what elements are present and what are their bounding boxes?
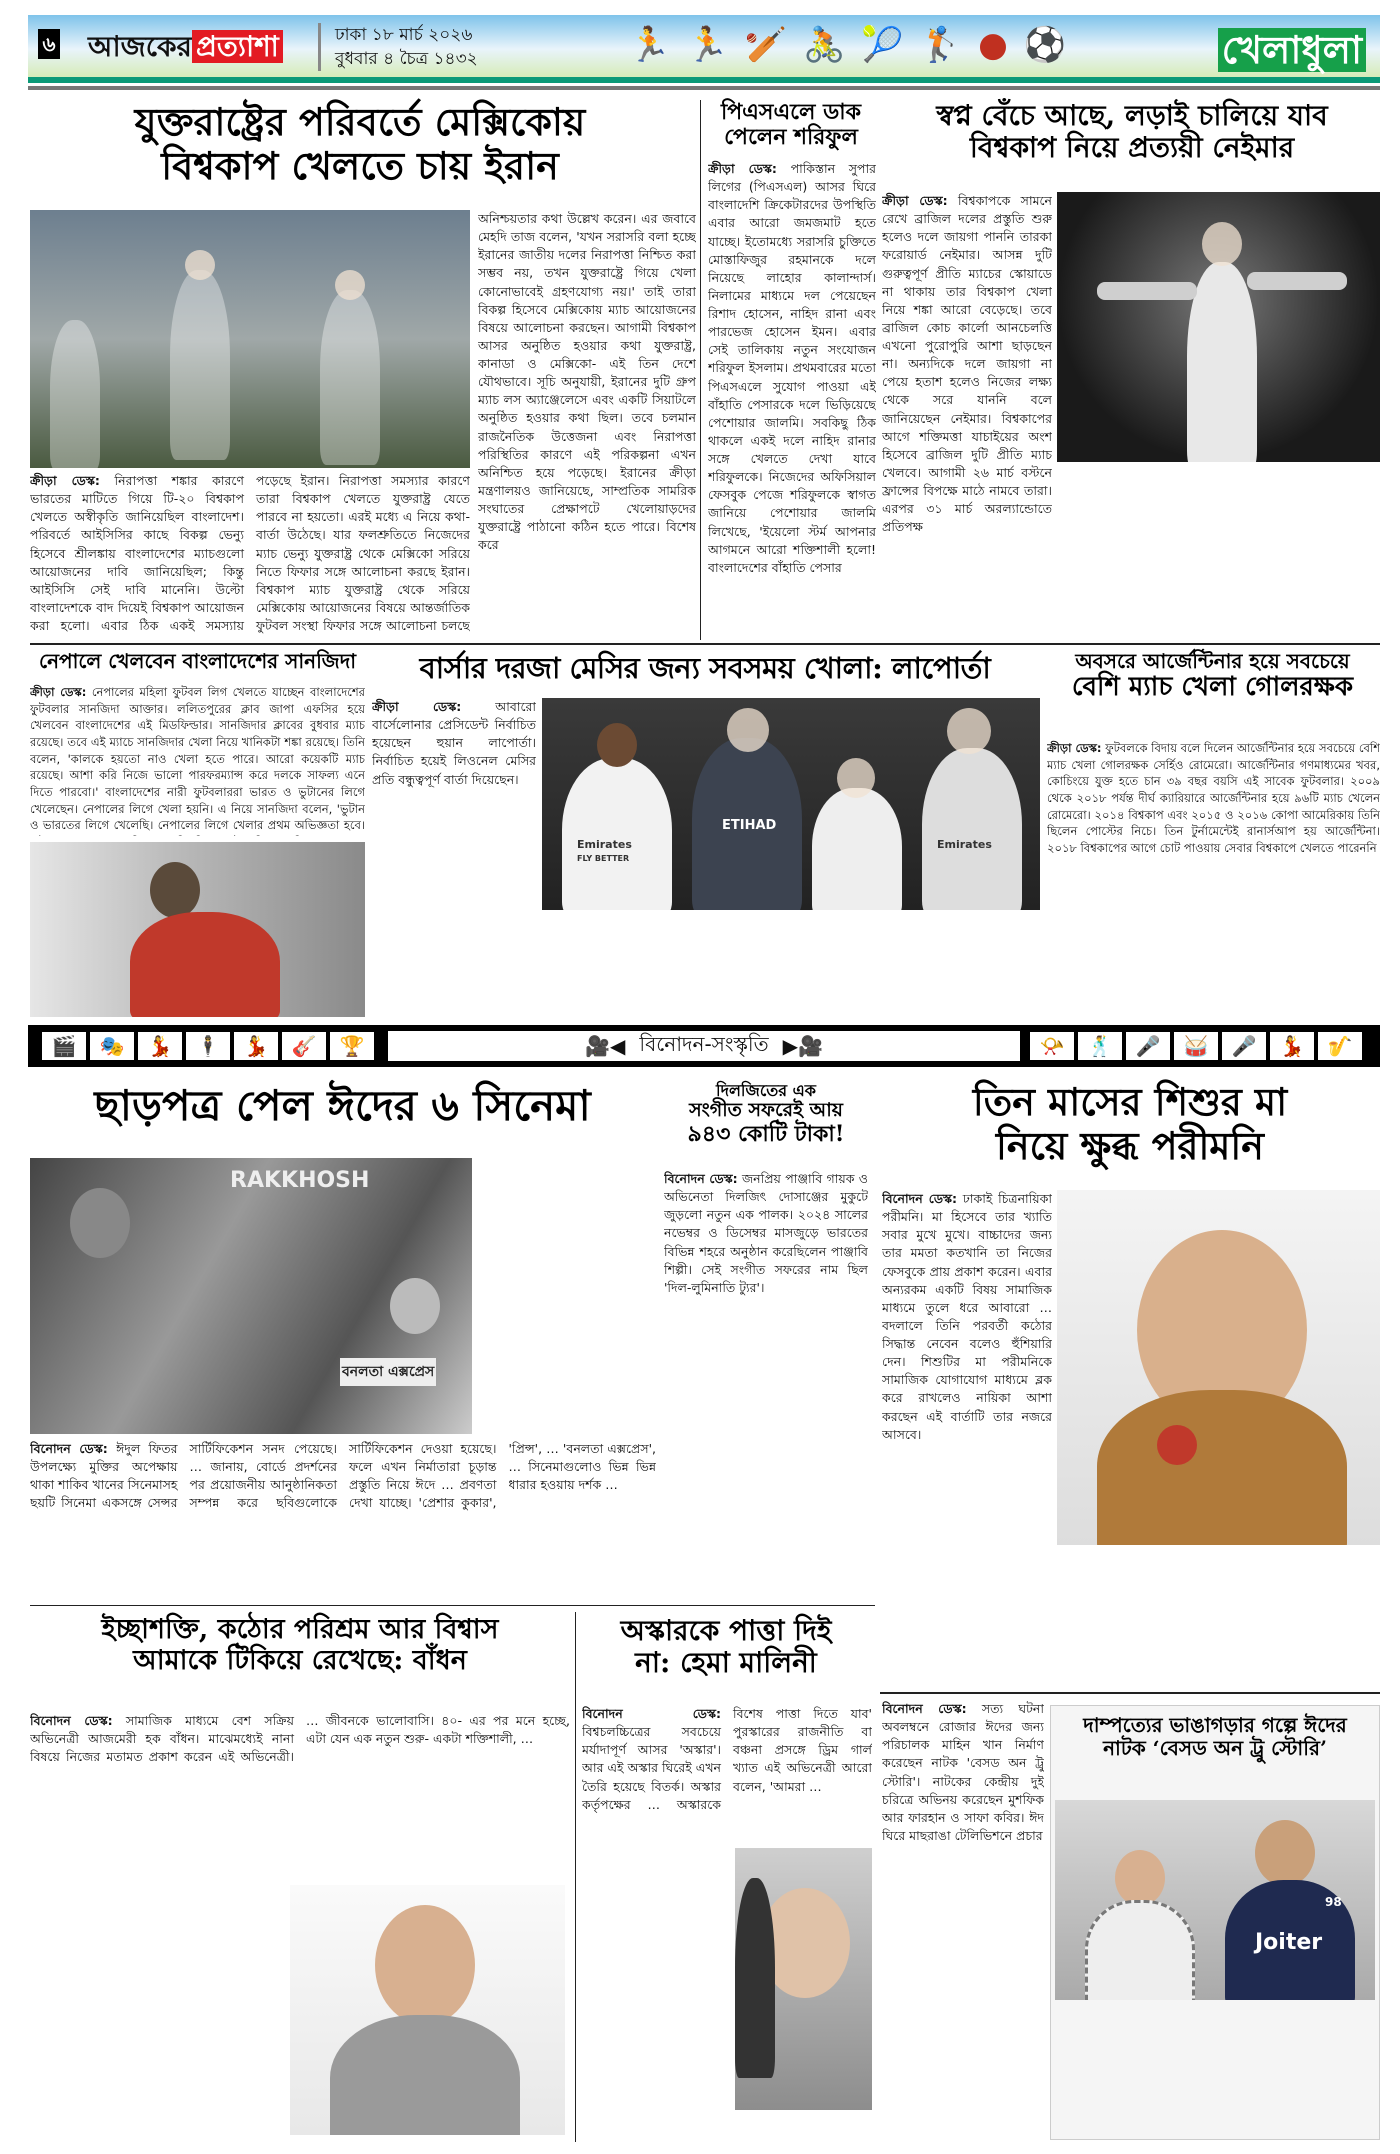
cricket-ball-icon: ● (978, 25, 1008, 65)
dancer-icon: 💃 (234, 1032, 278, 1060)
date-bangla: বুধবার ৪ চৈত্র ১৪৩২ (335, 49, 478, 69)
headline-hema (580, 1615, 872, 1679)
column-rule (700, 100, 701, 640)
headline-neymar (882, 100, 1382, 164)
body-text: পাকিস্তান সুপার লিগের (পিএসএল) আসর ঘিরে বাংলাদেশি ক্রিকেটারদের উপস্থিতি এবার আরো জমজমাট হতে যাচ্ছে। ইতোমধ্যে সরাসরি চুক্তিতে মোস্তাফিজুর রহমানকে দলে নিয়েছে লাহোর কালান্দার্স। নিলামের মাধ্যমে দল পেয়েছেন রিশাদ হোসেন, নাহিদ রানা এবং পারভেজ হোসেন ইমন। এবার সেই তালিকায় নতুন সংযোজন শরিফুল ইসলাম। প্রথমবারের মতো পিএসএলে সুযোগ পাওয়া এই বাঁহাতি পেসারকে দলে ভিড়িয়েছে পেশোয়ার জালমি। সবকিছু ঠিক থাকলে একই দলে নাহিদ রানার সঙ্গে খেলতে দেখা যাবে শরিফুলকে। নিজেদের অফিসিয়াল ফেসবুক পেজে শরিফুলকে স্বাগত জানিয়ে পেশোয়ার জালমি লিখেছে, 'ইয়েলো স্টর্ম আপনার আগমনে আরো শক্তিশালী হলো! বাংলাদেশের বাঁহাতি পেসার (708, 161, 876, 575)
poster-title: RAKKHOSH (230, 1168, 370, 1193)
headline-line: দিলজিতের এক (716, 1081, 816, 1100)
entertainment-section-banner (28, 1025, 1380, 1067)
body-text: সামাজিক মাধ্যমে বেশ সক্রিয় অভিনেত্রী আজমেরী হক বাঁধন। মাঝেমধ্যেই নানা বিষয়ে নিজের মতামত প্রকাশ করেন এই অভিনেত্রী। … জীবনকে ভালোবাসি। ৪০- এর পর মনে হচ্ছে, এটা যেন এক নতুন শুরু- একটা শক্তিশালী, … (30, 1713, 570, 1765)
desk-label: ক্রীড়া ডেস্ক: (30, 685, 87, 699)
article-laporta-body (372, 698, 536, 1016)
desk-label: বিনোদন ডেস্ক: (664, 1171, 738, 1186)
poster-title: বনলতা এক্সপ্রেস (340, 1358, 436, 1386)
section-rule (30, 1605, 875, 1606)
body-text: নেপালের মহিলা ফুটবল লিগ খেলতে যাচ্ছেন বাংলাদেশের ফুটবলার সানজিদা আক্তার। ললিতপুরের ক্লাব জাপা এফসির হয়ে খেলবেন বাংলাদেশের এই মিডফিল্ডার। সানজিদার ক্লাবের বুধবার ম্যাচ রয়েছে। তবে এই ম্যাচে সানজিদার খেলা নিয়ে খানিকটা শঙ্কা রয়েছে। তিনি বলেন, 'কালকে হয়তো নাও খেলা হতে পারে। আরো কয়েকটি ম্যাচ রয়েছে। আশা করি নিজে ভালো পারফরম্যান্স করে দলকে সাফল্য এনে দিতে পারবো।' বাংলাদেশের নারী ফুটবলাররা ভারত ও ভুটানের লিগে খেলেছেন। নেপালের লিগে খেলা হয়নি। এ নিয়ে সানজিদা বলেন, 'ভুটান ও ভারতের লিগে খেলেছি। নেপালের লিগে খেলার প্রথম অভিজ্ঞতা হবে। (30, 685, 365, 833)
headline-line: যুক্তরাষ্ট্রের পরিবর্তে মেক্সিকোয় (134, 99, 586, 144)
shirt-text: Joiter (1255, 1930, 1323, 1955)
tennis-icon: 🎾 (861, 25, 904, 65)
page-number: ৬ (38, 29, 60, 59)
body-text: ফুটবলকে বিদায় বলে দিলেন আর্জেন্টিনার হয়ে সবচেয়ে বেশি ম্যাচ খেলা গোলরক্ষক সের্হিও রোমেরো। আর্জেন্টিনার গণমাধ্যমের খবর, কোচিংয়ে যুক্ত হতে চান ৩৯ বছর বয়সি এই সাবেক ফুটবলার। ২০০৯ থেকে ২০১৮ পর্যন্ত দীর্ঘ ক্যারিয়ারে আর্জেন্টিনার হয়ে ৯৬টি ম্যাচ খেলেন রোমেরো। ২০১৪ বিশ্বকাপ এবং ২০১৫ ও ২০১৬ কোপা আমেরিকায় তিনি ছিলেন পোস্টের নিচে। তিন টুর্নামেন্টেই রানার্সআপ হয় আর্জেন্টিনা। ২০১৮ বিশ্বকাপের আগে চোট পাওয়ায় সেবার বিশ্বকাপে খেলতে পারেননি (1047, 741, 1380, 856)
article-natok-body (882, 1700, 1044, 2140)
article-badhon-body (30, 1712, 570, 1882)
desk-label: বিনোদন ডেস্ক: (30, 1441, 108, 1456)
headline-natok (1052, 1714, 1378, 1760)
headline-line: ৯৪৩ কোটি টাকা! (687, 1121, 845, 1148)
running-icon: 🏃 (686, 25, 729, 65)
headline-line: দাম্পত্যের ভাঙাগড়ার গল্পে ঈদের (1083, 1713, 1347, 1737)
article-romero-body (1047, 740, 1380, 1017)
running-icon: 🏃 (628, 25, 671, 65)
singer-icon: 🎤 (1126, 1032, 1170, 1060)
shirt-text: Emirates (577, 838, 632, 851)
dancer-icon: 🕺 (1078, 1032, 1122, 1060)
headline-badhon (30, 1614, 570, 1676)
desk-label: বিনোদন ডেস্ক: (882, 1701, 967, 1716)
section-title-text: খেলাধুলা (1218, 28, 1366, 72)
body-text: ঈদুল ফিতর উপলক্ষ্যে মুক্তির অপেক্ষায় থাকা শাকিব খানের সিনেমাসহ ছয়টি সিনেমা একসঙ্গে সেন্সর সার্টিফিকেশন সনদ পেয়েছে। … জানায়, বোর্ডে প্রদর্শনের পর প্রয়োজনীয় আনুষ্ঠানিকতা সম্পন্ন করে ছবিগুলোকে সার্টিফিকেশন দেওয়া হয়েছে। ফলে এখন নির্মাতারা চূড়ান্ত প্রস্তুতি নিয়ে ঈদে … প্রবণতা দেখা যাচ্ছে। 'প্রেশার কুকার', 'প্রিন্স', … 'বনলতা এক্সপ্রেস', … সিনেমাগুলোও ভিন্ন ভিন্ন ধারার হওয়ায় দর্শক … (30, 1441, 656, 1511)
article-cinema-body (30, 1440, 656, 1595)
article-iran-body-continued: অনিশ্চয়তার কথা উল্লেখ করেন। এর জবাবে মেহদি তাজ বলেন, 'যখন সরাসরি বলা হচ্ছে ইরানের জাতীয় দলের নিরাপত্তা নিশ্চিত করা সম্ভব নয়, তখন যুক্তরাষ্ট্রে গিয়ে খেলা কোনোভাবেই গ্রহণযোগ্য নয়।' তাই তারা বিকল্প হিসেবে মেক্সিকোয় ম্যাচ আয়োজনের বিষয়ে আলোচনা করছেন। আগামী বিশ্বকাপ আসর অনুষ্ঠিত হওয়ার কথা যুক্তরাষ্ট্র, কানাডা ও মেক্সিকো- এই তিন দেশে যৌথভাবে। সূচি অনুযায়ী, ইরানের দুটি গ্রুপ ম্যাচ লস অ্যাঞ্জেলেসে এবং একটি সিয়াটলে অনুষ্ঠিত হওয়ার কথা ছিল। তবে চলমান রাজনৈতিক উত্তেজনা এবং নিরাপত্তা পরিস্থিতির কারণে এই পরিকল্পনা এখন অনিশ্চিত হয়ে পড়েছে। ইরানের ক্রীড়া মন্ত্রণালয়ও জানিয়েছে, সাম্প্রতিক সামরিক সংঘাতের প্রেক্ষাপটে খেলোয়াড়দের যুক্তরাষ্ট্রে পাঠানো কঠিন হতে পারে। বিশেষ করে (478, 211, 696, 553)
desk-label: ক্রীড়া ডেস্ক: (708, 161, 777, 176)
award-statue-icon: 🏆 (330, 1032, 374, 1060)
body-text: ঢাকাই চিত্রনায়িকা পরীমনি। মা হিসেবে তার খ্যাতি সবার মুখে মুখে। বাচ্চাদের জন্য তার মমতা কতখানি তা নিজের ফেসবুকে প্রায় প্রকাশ করেন। এবার অন্যরকম একটি বিষয় সামাজিক মাধ্যমে তুলে ধরে আবারো … বদলালে তিনি পরবর্তী কঠোর সিদ্ধান্ত নেবেন বলেও হুঁশিয়ারি দেন। শিশুটির মা পরীমনিকে সামাজিক যোগাযোগ মাধ্যমে ব্লক করে রাখলেও নায়িকা আশা করছেন এই বার্তাটি তার নজরে আসবে। (882, 1191, 1052, 1442)
logo-text: আজকের (88, 30, 192, 63)
body-text: সত্য ঘটনা অবলম্বনে রোজার ঈদের জন্য পরিচালক মাহিন খান নির্মাণ করেছেন নাটক 'বেসড অন ট্রু স্টোরি'। নাটকের কেন্দ্রীয় দুই চরিত্রে অভিনয় করেছেন মুশফিক আর ফারহান ও সাফা কবির। ঈদ ঘিরে মাছরাঙা টেলিভিশনে প্রচার (882, 1701, 1044, 1843)
shirt-text: Emirates (937, 838, 992, 851)
dancer-icon: 💃 (138, 1032, 182, 1060)
desk-label: ক্রীড়া ডেস্ক: (372, 699, 462, 714)
singer-icon: 🕴 (186, 1032, 230, 1060)
headline-line: আমাকে টিকিয়ে রেখেছে: বাঁধন (133, 1645, 467, 1677)
headline-sanjida: নেপালে খেলবেন বাংলাদেশের সানজিদা (38, 649, 357, 673)
headline-line: ইচ্ছাশক্তি, কঠোর পরিশ্রম আর বিশ্বাস (101, 1614, 499, 1645)
shirt-text-slogan: FLY BETTER (577, 854, 630, 863)
headline-line: না: হেমা মালিনী (635, 1646, 817, 1680)
logo-text-red: প্রত্যাশা (192, 30, 283, 63)
headline-line: পিএসএলে ডাক (720, 99, 862, 125)
article-diljit-body (664, 1170, 868, 1595)
banner-title: বিনোদন-সংস্কৃতি (639, 1031, 769, 1056)
photo-iran-players (30, 210, 470, 468)
singer-icon: 🎤 (1222, 1032, 1266, 1060)
headline-line: অবসরে আর্জেন্টিনার হয়ে সবচেয়ে (1075, 649, 1350, 673)
dancer-icon: 💃 (1270, 1032, 1314, 1060)
photo-porimoni (1057, 1190, 1380, 1545)
dateline (318, 23, 478, 71)
headline-line: বিশ্বকাপ খেলতে চায় ইরান (161, 142, 559, 188)
guitarist-icon: 🎸 (282, 1032, 326, 1060)
football-icon: ⚽ (1023, 25, 1067, 65)
headline-line: স্বপ্ন বেঁচে আছে, লড়াই চালিয়ে যাব (936, 99, 1328, 132)
article-iran-body (30, 472, 470, 640)
gramophone-icon: 📯 (1030, 1032, 1074, 1060)
article-neymar-body (882, 192, 1052, 640)
divider (28, 86, 1380, 90)
cycling-icon: 🚴 (803, 25, 846, 65)
headline-porimoni (880, 1080, 1380, 1167)
headline-diljit (662, 1082, 870, 1148)
golf-icon: 🏌 (919, 25, 963, 65)
desk-label: ক্রীড়া ডেস্ক: (1047, 741, 1102, 755)
headline-romero (1045, 650, 1380, 703)
masthead (28, 15, 1380, 83)
headline-iran (30, 100, 690, 187)
headline-line: বেশি ম্যাচ খেলা গোলরক্ষক (1071, 672, 1354, 702)
headline-psl (705, 100, 877, 151)
body-text: বিশ্বকাপকে সামনে রেখে ব্রাজিল দলের প্রস্তুতি শুরু হলেও দলে জায়গা পাননি তারকা ফরোয়ার্ড নেইমার। আসন্ন দুটি গুরুত্বপূর্ণ প্রীতি ম্যাচের স্কোয়াডে না থাকায় তার বিশ্বকাপ খেলা নিয়ে শঙ্কা আরো বেড়েছে। তবে ব্রাজিল কোচ কার্লো আনচেলত্তি এখনো পুরোপুরি আশা ছাড়ছেন না। অন্যদিকে দলে জায়গা না পেয়ে হতাশ হলেও নিজের লক্ষ্য থেকে সরে যাননি বলে জানিয়েছেন নেইমার। বিশ্বকাপের আগে শক্তিমত্তা যাচাইয়ের অংশ হিসেবে ব্রাজিল দুটি প্রীতি ম্যাচ খেলবে। আগামী ২৬ মার্চ বস্টনে ফ্রান্সের বিপক্ষে মাঠে নামবে তারা। এরপর ৩১ মার্চ অরল্যান্ডোতে প্রতিপক্ষ (882, 193, 1052, 535)
section-rule (30, 643, 1380, 645)
article-natok-body-continued (1058, 2005, 1374, 2137)
photo-natok (1055, 1800, 1375, 2000)
newspaper-logo (88, 25, 283, 72)
column-rule (575, 1612, 576, 2142)
film-camera-icon: ▶🎥 (782, 1034, 823, 1058)
body-text: আবারো বার্সেলোনার প্রেসিডেন্ট নির্বাচিত হয়েছেন হুয়ান লাপোর্তা। নির্বাচিত হয়েই লিওনেল মেসির প্রতি বন্ধুত্বপূর্ণ বার্তা দিয়েছেন। (372, 699, 536, 787)
clapperboard-icon: 🎬 (42, 1032, 86, 1060)
desk-label: ক্রীড়া ডেস্ক: (882, 193, 948, 208)
film-camera-icon: 🎥◀ (585, 1034, 626, 1058)
photo-laporta-players (542, 698, 1040, 910)
desk-label: বিনোদন ডেস্ক: (582, 1706, 721, 1721)
body-text: জনপ্রিয় পাঞ্জাবি গায়ক ও অভিনেতা দিলজিৎ দোসাঞ্জের মুকুটে জুড়লো নতুন এক পালক। ২০২৪ সালের নভেম্বর ও ডিসেম্বর মাসজুড়ে ভারতের বিভিন্ন শহরে অনুষ্ঠান করেছিলেন পাঞ্জাবি শিল্পী। সেই সংগীত সফরের নাম ছিল 'দিল-লুমিনাতি ট্যুর'। (664, 1171, 868, 1295)
saxophone-icon: 🎷 (1318, 1032, 1362, 1060)
desk-label: বিনোদন ডেস্ক: (30, 1713, 113, 1728)
headline-line: অস্কারকে পাত্তা দিই (620, 1614, 832, 1647)
shirt-text: ETIHAD (722, 818, 777, 833)
section-rule (880, 1692, 1380, 1694)
headline-line: পেলেন শরিফুল (724, 124, 858, 151)
photo-badhon (290, 1885, 565, 2135)
article-psl-body (708, 160, 876, 640)
body-text: বিশ্বচলচ্চিত্রের সবচেয়ে মর্যাদাপূর্ণ আসর 'অস্কার'। আর এই অস্কার ঘিরেই এখন তৈরি হয়েছে বিতর্ক। অস্কার কর্তৃপক্ষের … অস্কারকে বিশেষ পাত্তা দিতে যাব' পুরস্কারের রাজনীতি বা বঞ্চনা প্রসঙ্গে ড্রিম গার্ল খ্যাত এই অভিনেত্রী আরো বলেন, 'আমরা … (582, 1706, 872, 1812)
article-hema-body (582, 1705, 872, 1845)
headline-line: সংগীত সফরেই আয় (689, 1099, 843, 1122)
article-sanjida-body (30, 684, 365, 836)
shirt-text: 98 (1325, 1895, 1342, 1909)
article-porimoni-body (882, 1190, 1052, 1690)
body-text: নিরাপত্তা শঙ্কার কারণে ভারতের মাটিতে গিয়ে টি-২০ বিশ্বকাপ খেলতে অস্বীকৃতি জানিয়েছিল বাংলাদেশ। পরিবর্তে আইসিসির কাছে বিকল্প ভেন্যু হিসেবে শ্রীলঙ্কায় বাংলাদেশের ম্যাচগুলো আয়োজনের দাবি জানিয়েছিল; কিন্তু আইসিসি সেই দাবি মানেনি। উল্টো বাংলাদেশকে বাদ দিয়েই বিশ্বকাপ আয়োজন করা হলো। এবার ঠিক একই সমস্যায় পড়েছে ইরান। নিরাপত্তা সমস্যার কারণে তারা বিশ্বকাপ খেলতে যুক্তরাষ্ট্র যেতে পারবে না হয়তো। এরই মধ্যে এ নিয়ে কথা-বার্তা উঠেছে। যার ফলশ্রুতিতে নিজেদের ম্যাচ ভেন্যু যুক্তরাষ্ট্র থেকে মেক্সিকো সরিয়ে নিতে ফিফার সঙ্গে আলোচনা করছে ইরান। বিশ্বকাপ ম্যাচ যুক্তরাষ্ট্র থেকে সরিয়ে মেক্সিকোয় আয়োজনের বিষয়ে আন্তর্জাতিক ফুটবল সংস্থা ফিফার সঙ্গে আলোচনা চলছে (30, 473, 470, 633)
photo-sanjida (30, 842, 365, 1017)
photo-neymar (1057, 192, 1380, 462)
drummer-icon: 🥁 (1174, 1032, 1218, 1060)
headline-line: তিন মাসের শিশুর মা (972, 1079, 1288, 1124)
desk-label: বিনোদন ডেস্ক: (882, 1191, 958, 1206)
banner-title-box (388, 1031, 1020, 1061)
headline-line: নিয়ে ক্ষুব্ধ পরীমনি (996, 1122, 1264, 1168)
desk-label: ক্রীড়া ডেস্ক: (30, 473, 100, 488)
photo-hema-malini (735, 1848, 872, 2110)
sports-illustration (628, 15, 1066, 75)
cricket-icon: 🏏 (744, 25, 788, 65)
section-title (1218, 21, 1366, 85)
headline-line: নাটক ‘বেসড অন ট্রু স্টোরি’ (1103, 1736, 1327, 1760)
theatre-masks-icon: 🎭 (90, 1032, 134, 1060)
headline-laporta: বার্সার দরজা মেসির জন্য সবসময় খোলা: লাপোর্তা (419, 651, 991, 685)
headline-line: বিশ্বকাপ নিয়ে প্রত্যয়ী নেইমার (969, 131, 1295, 165)
photo-cinema-posters (30, 1158, 472, 1434)
date-gregorian: ঢাকা ১৮ মার্চ ২০২৬ (335, 25, 473, 45)
headline-cinema: ছাড়পত্র পেল ঈদের ৬ সিনেমা (94, 1081, 591, 1130)
